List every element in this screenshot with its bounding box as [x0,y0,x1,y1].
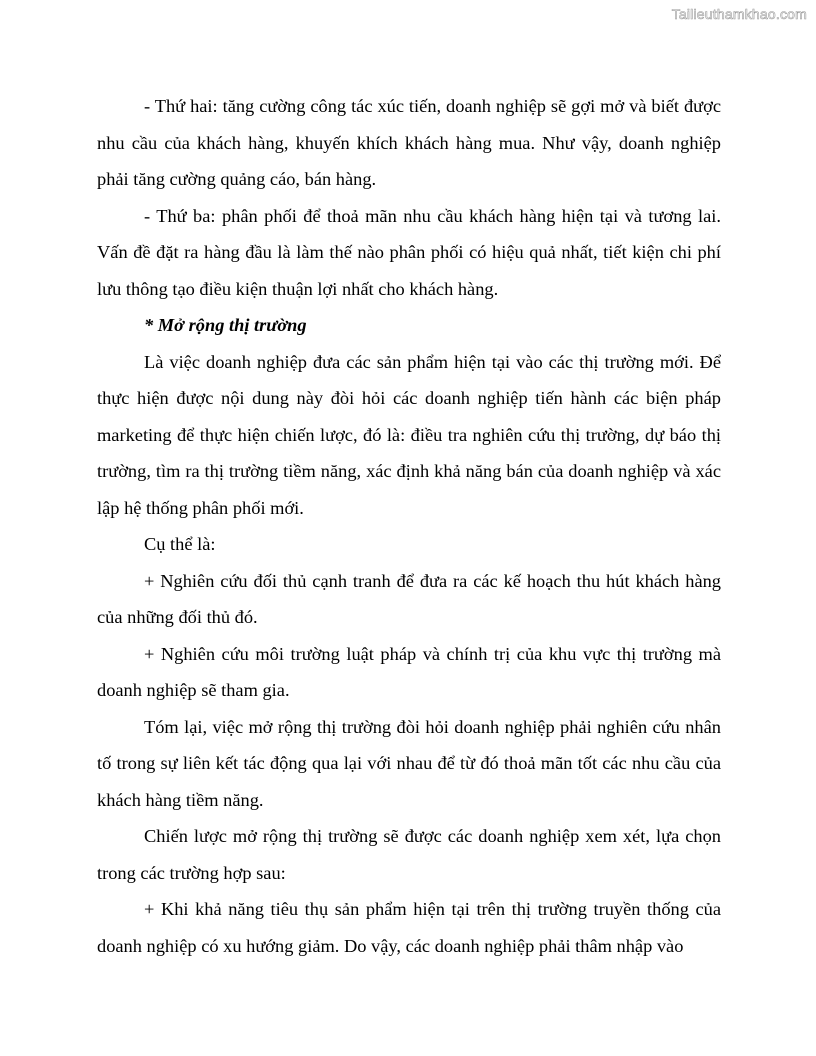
paragraph: + Nghiên cứu môi trường luật pháp và chính trị của khu vực thị trường mà doanh nghiệp sẽ tham gia. [97,643,721,700]
paragraph: + Nghiên cứu đối thủ cạnh tranh để đưa ra các kế hoạch thu hút khách hàng của những đối thủ đó. [97,570,721,627]
section-heading: * Mở rộng thị trường [144,315,307,335]
document-body [97,88,721,964]
paragraph: + Khi khả năng tiêu thụ sản phẩm hiện tại trên thị trường truyền thống của doanh nghiệp có xu hướng giảm. Do vậy, các doanh nghiệp phải thâm nhập vào [97,899,721,956]
paragraph: - Thứ ba: phân phối để thoả mãn nhu cầu khách hàng hiện tại và tương lai. Vấn đề đặt ra hàng đầu là làm thế nào phân phối có hiệu quả nhất, tiết kiện chi phí lưu thông tạo điều kiện thuận lợi nhất cho khách hàng. [97,205,721,299]
paragraph: Tóm lại, việc mở rộng thị trường đòi hỏi doanh nghiệp phải nghiên cứu nhân tố trong sự liên kết tác động qua lại với nhau để từ đó thoả mãn tốt các nhu cầu của khách hàng tiềm năng. [97,716,721,810]
paragraph: Cụ thể là: [144,534,216,554]
paragraph: Chiến lược mở rộng thị trường sẽ được các doanh nghiệp xem xét, lựa chọn trong các trường hợp sau: [97,826,721,883]
paragraph: - Thứ hai: tăng cường công tác xúc tiến, doanh nghiệp sẽ gợi mở và biết được nhu cầu của khách hàng, khuyến khích khách hàng mua. Như vậy, doanh nghiệp phải tăng cường quảng cáo, bán hàng. [97,96,721,189]
paragraph: Là việc doanh nghiệp đưa các sản phẩm hiện tại vào các thị trường mới. Để thực hiện được nội dung này đòi hỏi các doanh nghiệp tiến hành các biện pháp marketing để thực hiện chiến lược, đó là: điều tra nghiên cứu thị trường, dự báo thị trường, tìm ra thị trường tiềm năng, xác định khả năng bán của doanh nghiệp và xác lập hệ thống phân phối mới. [97,351,721,518]
watermark: Tailieuthamkhao.com [671,6,807,22]
